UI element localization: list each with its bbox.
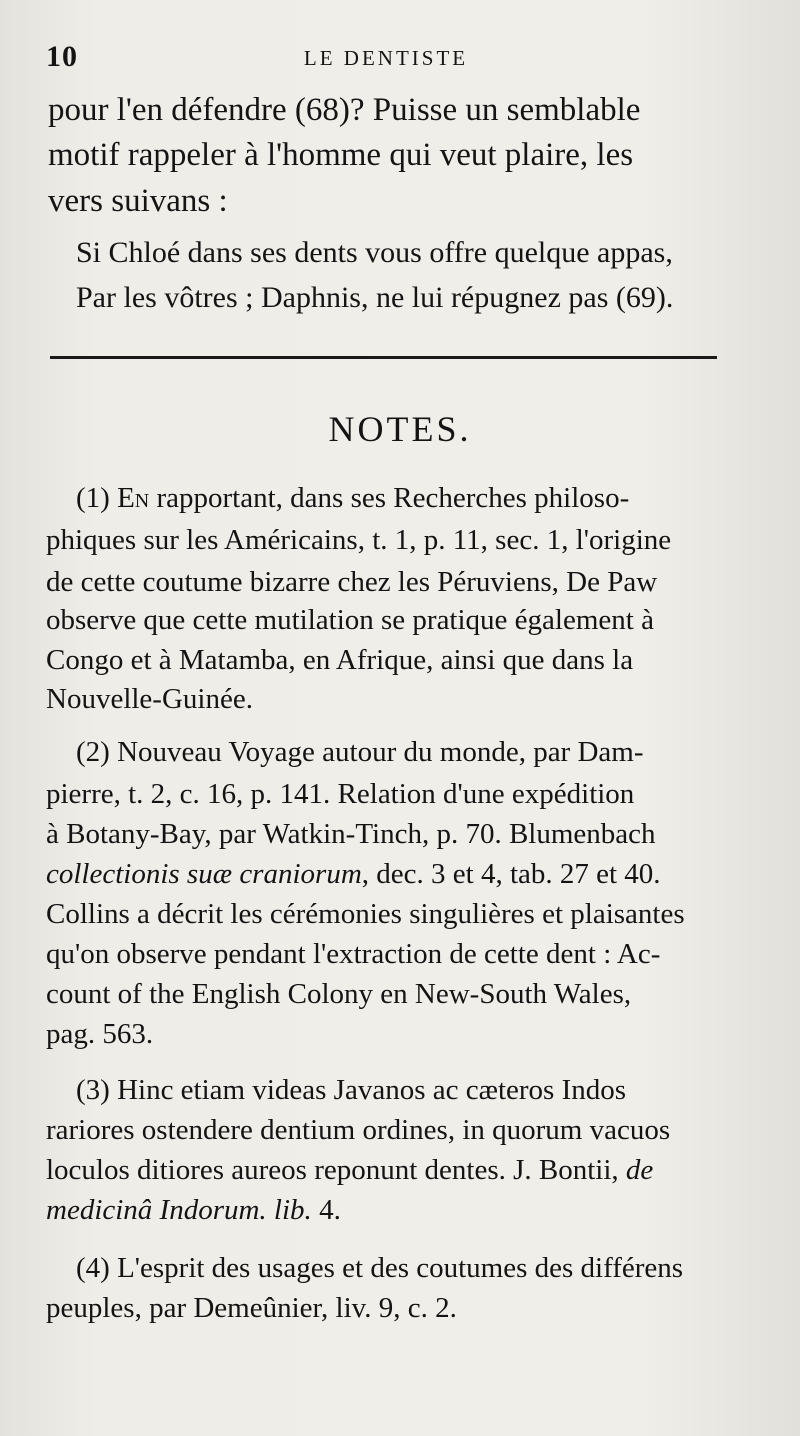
- page-header: [46, 40, 726, 80]
- note-1-marker: (1): [76, 482, 110, 514]
- note-2-line-4: [46, 858, 661, 891]
- note-1-first-word: En: [117, 482, 150, 514]
- page-number: 10: [46, 40, 78, 73]
- note-3-italic-title: medicinâ Indorum. lib.: [46, 1194, 312, 1226]
- note-3-italic-de: de: [625, 1154, 654, 1186]
- note-2-italic-title: collectionis suæ craniorum: [46, 858, 362, 890]
- verse-line-1: Si Chloé dans ses dents vous offre quelque appas,: [76, 236, 673, 269]
- note-2-line-4-text: , dec. 3 et 4, tab. 27 et 40.: [361, 858, 661, 890]
- note-2-line-6: qu'on observe pendant l'extraction de cette dent : Ac-: [46, 938, 661, 970]
- verse-line-2: Par les vôtres ; Daphnis, ne lui répugnez pas (69).: [76, 281, 674, 314]
- separator-rule: [50, 356, 717, 359]
- note-2-line-5: Collins a décrit les cérémonies singulières et plaisantes: [46, 898, 685, 930]
- note-3-line-4-text: 4.: [311, 1194, 341, 1226]
- note-2-line-3: à Botany-Bay, par Watkin-Tinch, p. 70. Blumenbach: [46, 818, 656, 850]
- note-4-line-1: (4) L'esprit des usages et des coutumes des différens: [76, 1252, 684, 1284]
- note-1-line-5: Congo et à Matamba, en Afrique, ainsi que dans la: [46, 644, 634, 676]
- note-4-line-2: peuples, par Demeûnier, liv. 9, c. 2.: [46, 1292, 457, 1324]
- running-title: LE DENTISTE: [303, 46, 469, 70]
- note-2-line-8: pag. 563.: [46, 1018, 154, 1050]
- note-2-line-2: pierre, t. 2, c. 16, p. 141. Relation d'une expédition: [46, 778, 635, 810]
- note-3-line-4: [46, 1194, 341, 1227]
- note-3-line-3-text: loculos ditiores aureos reponunt dentes. J. Bontii,: [46, 1154, 619, 1186]
- note-3-line-2: rariores ostendere dentium ordines, in quorum vacuos: [46, 1114, 671, 1146]
- notes-heading: NOTES.: [328, 409, 472, 449]
- note-1-line-6: Nouvelle-Guinée.: [46, 683, 253, 715]
- note-2-line-7: count of the English Colony en New-South Wales,: [46, 978, 632, 1010]
- note-1-line-2: phiques sur les Américains, t. 1, p. 11, sec. 1, l'origine: [46, 524, 672, 556]
- body-line-1: pour l'en défendre (68)? Puisse un semblable: [48, 92, 641, 128]
- note-2-line-1: (2) Nouveau Voyage autour du monde, par Dam-: [76, 736, 644, 768]
- note-3-line-3: [46, 1154, 653, 1187]
- note-3-line-1: (3) Hinc etiam videas Javanos ac cæteros Indos: [76, 1074, 627, 1106]
- body-line-2: motif rappeler à l'homme qui veut plaire, les: [48, 137, 634, 173]
- note-1-line-1: [76, 482, 629, 515]
- note-1-line-1-text: rapportant, dans ses Recherches philoso-: [156, 482, 630, 514]
- body-line-3: vers suivans :: [48, 183, 228, 219]
- note-1-line-4: observe que cette mutilation se pratique également à: [46, 604, 654, 636]
- note-1-line-3: de cette coutume bizarre chez les Péruviens, De Paw: [46, 566, 658, 598]
